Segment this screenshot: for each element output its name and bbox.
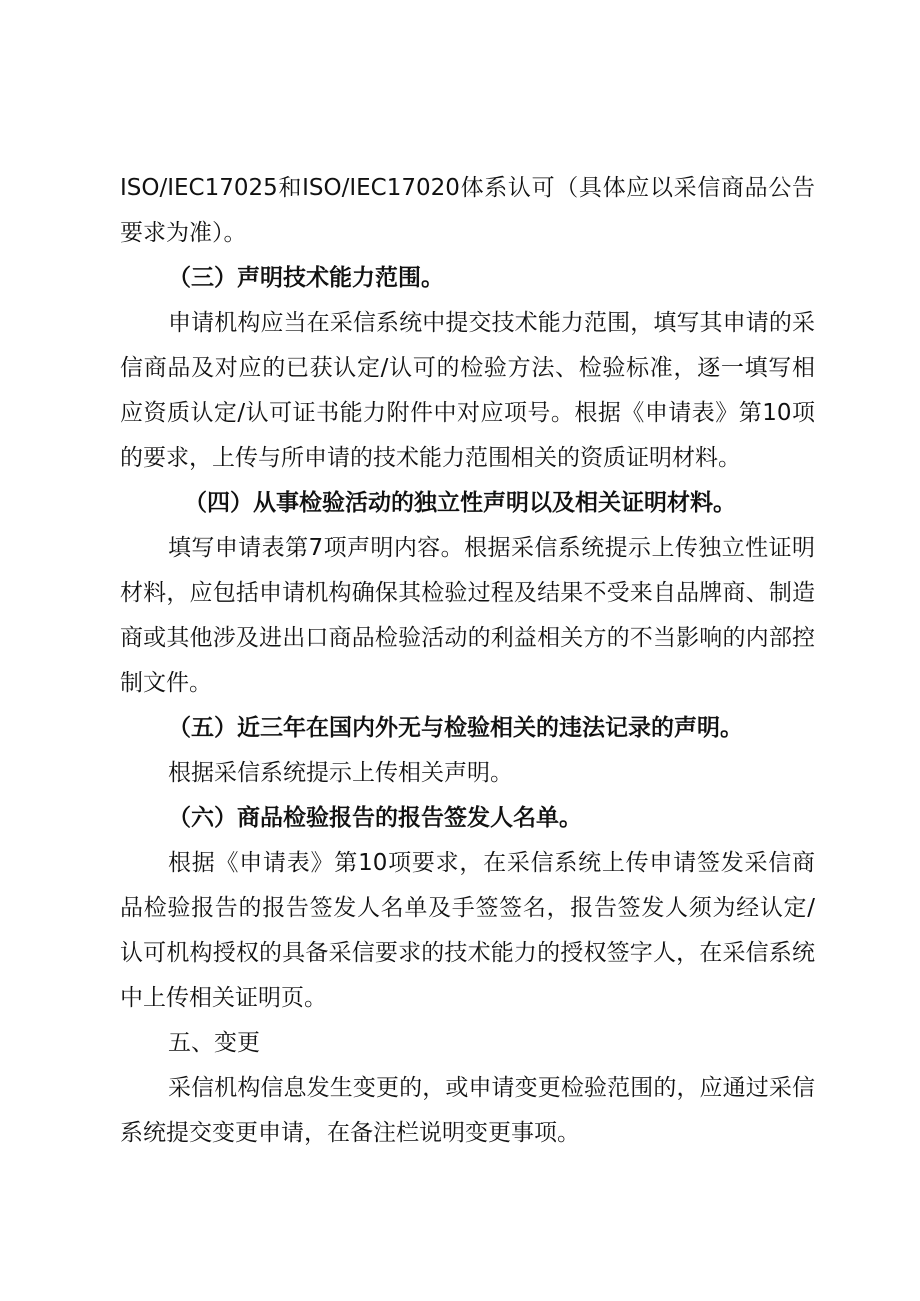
- continued-paragraph: ISO/IEC17025和ISO/IEC17020体系认可（具体应以采信商品公告要求为准）。: [120, 175, 815, 246]
- document-body: [120, 166, 815, 1156]
- heading-report-signatories: （六）商品检验报告的报告签发人名单。: [168, 805, 582, 831]
- heading-technical-scope: （三）声明技术能力范围。: [168, 265, 444, 291]
- section-heading-changes: 五、变更: [168, 1030, 260, 1056]
- heading-independence-statement: （四）从事检验活动的独立性声明以及相关证明材料。: [184, 490, 736, 516]
- heading-no-violation-statement: （五）近三年在国内外无与检验相关的违法记录的声明。: [168, 715, 743, 741]
- paragraph-changes: 采信机构信息发生变更的，或申请变更检验范围的，应通过采信系统提交变更申请，在备注栏说明变更事项。: [120, 1075, 815, 1146]
- paragraph-technical-scope: 申请机构应当在采信系统中提交技术能力范围，填写其申请的采信商品及对应的已获认定/认可的检验方法、检验标准，逐一填写相应资质认定/认可证书能力附件中对应项号。根据《申请表》第10项的要求，上传与所申请的技术能力范围相关的资质证明材料。: [120, 310, 815, 471]
- paragraph-independence-statement: 填写申请表第7项声明内容。根据采信系统提示上传独立性证明材料，应包括申请机构确保其检验过程及结果不受来自品牌商、制造商或其他涉及进出口商品检验活动的利益相关方的不当影响的内部控制文件。: [120, 535, 815, 696]
- paragraph-no-violation-statement: 根据采信系统提示上传相关声明。: [168, 760, 513, 786]
- paragraph-report-signatories: 根据《申请表》第10项要求，在采信系统上传申请签发采信商品检验报告的报告签发人名单及手签签名，报告签发人须为经认定/认可机构授权的具备采信要求的技术能力的授权签字人，在采信系统中上传相关证明页。: [120, 850, 815, 1011]
